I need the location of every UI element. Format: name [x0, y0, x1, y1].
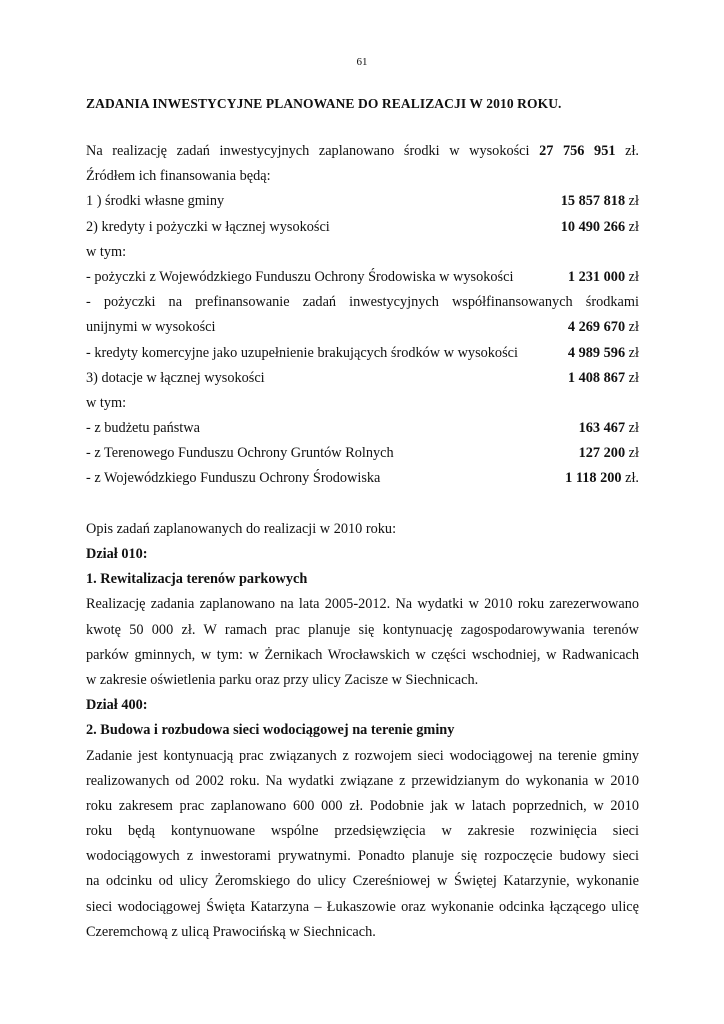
- task-2-text-line: realizowanych od 2002 roku. Na wydatki związane z przewidzianym do wykonania w 2010: [86, 772, 639, 789]
- task-2-text-line: sieci wodociągowej Święta Katarzyna – Łukaszowie oraz wykonanie odcinka łączącego ulicę: [86, 898, 639, 915]
- loan-item-commercial: [86, 341, 639, 366]
- task-1-text-line: kwotę 50 000 zł. W ramach prac planuje się kontynuację zagospodarowywania terenów: [86, 621, 639, 638]
- grant-amount: 127 200 zł: [578, 445, 639, 462]
- loan-label: unijnymi w wysokości: [86, 319, 216, 336]
- intro-amount: 27 756 951: [539, 143, 616, 159]
- spacer: [86, 492, 639, 517]
- funding-item-label: 2) kredyty i pożyczki w łącznej wysokości: [86, 218, 330, 235]
- grant-amount: 163 467 zł: [578, 420, 639, 437]
- funding-sources-label: Źródłem ich finansowania będą:: [86, 168, 271, 185]
- loan-item-prefinancing-amount: [86, 315, 639, 340]
- intro-text: Na realizację zadań inwestycyjnych zaplanowano środki w wysokości: [86, 143, 530, 159]
- funding-item-amount: 10 490 266 zł: [560, 218, 639, 235]
- funding-item-loans: [86, 215, 639, 240]
- task-2-text-line: wodociągowych z inwestorami prywatnymi. Ponadto planuje się rozpoczęcie budowy sieci: [86, 848, 639, 865]
- funding-item-label: 3) dotacje w łącznej wysokości: [86, 369, 265, 386]
- task-1-title: 1. Rewitalizacja terenów parkowych: [86, 571, 308, 588]
- loan-amount: 4 989 596 zł: [567, 344, 639, 361]
- w-tym-label: w tym:: [86, 243, 127, 260]
- grant-item-state: [86, 416, 639, 441]
- task-1-text-line: w zakresie oświetlenia parku oraz przy ulicy Zacisze w Siechnicach.: [86, 671, 479, 688]
- document-body: [86, 139, 639, 945]
- grant-item-land-fund: [86, 441, 639, 466]
- intro-line: [86, 139, 639, 164]
- section-400-title: Dział 400:: [86, 697, 148, 714]
- document-heading: ZADANIA INWESTYCYJNE PLANOWANE DO REALIZACJI W 2010 ROKU.: [86, 96, 562, 111]
- loan-label: - kredyty komercyjne jako uzupełnienie brakujących środków w wysokości: [86, 344, 518, 361]
- task-2-text-line: na odcinku od ulicy Żeromskiego do ulicy Czereśniowej w Świętej Katarzynie, wykonanie: [86, 873, 639, 890]
- grant-item-wfos: [86, 466, 639, 491]
- task-2-text-line: roku zakresem prac zaplanowano 600 000 zł. Podobnie jak w latach poprzednich, w 2010: [86, 797, 639, 814]
- funding-item-grants: [86, 366, 639, 391]
- task-2-text-line: roku będą kontynuowane wspólne przedsięwzięcia w zakresie rozwinięcia sieci: [86, 823, 639, 840]
- loan-amount: 4 269 670 zł: [567, 319, 639, 336]
- grant-label: - z Terenowego Funduszu Ochrony Gruntów Rolnych: [86, 445, 394, 462]
- loan-item-prefinancing: - pożyczki na prefinansowanie zadań inwestycyjnych współfinansowanych środkami: [86, 294, 639, 311]
- task-2-text-line: Czeremchową z ulicą Prawocińską w Siechnicach.: [86, 923, 376, 940]
- intro-unit: zł.: [625, 143, 639, 159]
- grant-amount: 1 118 200 zł.: [565, 470, 639, 487]
- funding-item-amount: 1 408 867 zł: [567, 369, 639, 386]
- funding-item-amount: 15 857 818 zł: [560, 193, 639, 210]
- page-number: 61: [356, 56, 368, 68]
- w-tym-label: w tym:: [86, 394, 127, 411]
- task-2-title: 2. Budowa i rozbudowa sieci wodociągowej na terenie gminy: [86, 722, 455, 739]
- description-intro: Opis zadań zaplanowanych do realizacji w 2010 roku:: [86, 520, 397, 537]
- grant-label: - z Wojewódzkiego Funduszu Ochrony Środowiska: [86, 470, 381, 487]
- loan-item-wfos: [86, 265, 639, 290]
- funding-item-own: [86, 189, 639, 214]
- task-1-text-line: Realizację zadania zaplanowano na lata 2005-2012. Na wydatki w 2010 roku zarezerwowano: [86, 596, 639, 613]
- funding-item-label: 1 ) środki własne gminy: [86, 193, 225, 210]
- loan-label: - pożyczki z Wojewódzkiego Funduszu Ochrony Środowiska w wysokości: [86, 268, 514, 285]
- grant-label: - z budżetu państwa: [86, 420, 200, 437]
- section-010-title: Dział 010:: [86, 546, 148, 562]
- task-1-text-line: parków gminnych, w tym: w Żernikach Wrocławskich w części wschodniej, w Radwanicach: [86, 646, 639, 663]
- task-2-text-line: Zadanie jest kontynuacją prac związanych z rozwojem sieci wodociągowej na terenie gminy: [86, 747, 639, 764]
- loan-amount: 1 231 000 zł: [567, 268, 639, 285]
